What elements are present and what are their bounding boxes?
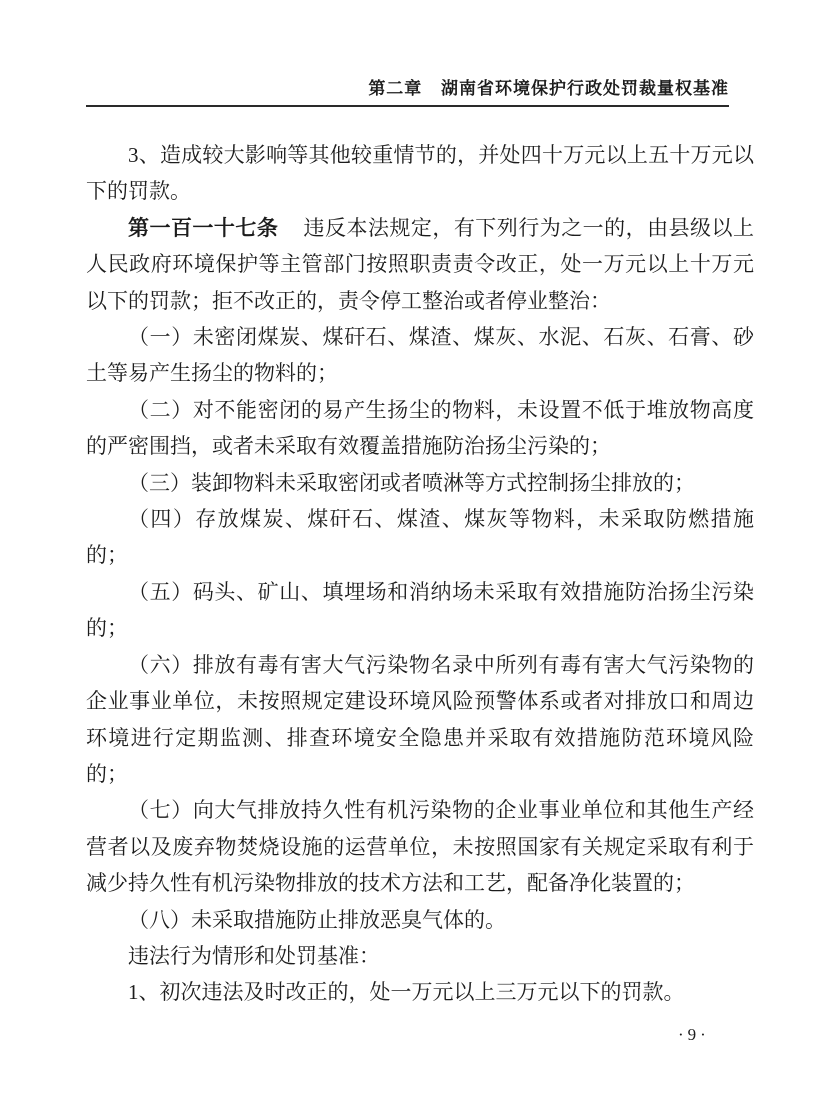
paragraph-item-2: （二）对不能密闭的易产生扬尘的物料，未设置不低于堆放物高度的严密围挡，或者未采取有效覆盖措施防治扬尘污染的；	[86, 397, 754, 459]
chapter-title: 湖南省环境保护行政处罚裁量权基准	[441, 79, 729, 98]
paragraph-item-8: （八）未采取措施防止排放恶臭气体的。	[128, 907, 506, 932]
article-text: 违反本法规定，有下列行为之一的，由县级以上人民政府环境保护等主管部门按照职责责令改正，处一万元以上十万元以下的罚款；拒不改正的，责令停工整治或者停业整治：	[86, 215, 755, 313]
paragraph-item-4: （四）存放煤炭、煤矸石、煤渣、煤灰等物料，未采取防燃措施的；	[86, 507, 754, 568]
document-body	[86, 137, 754, 1011]
article-number: 第一百一十七条	[128, 215, 279, 240]
paragraph-article-117	[86, 210, 754, 319]
paragraph-item-7: （七）向大气排放持久性有机污染物的企业事业单位和其他生产经营者以及废弃物焚烧设施的运营单位，未按照国家有关规定采取有利于减少持久性有机污染物排放的技术方法和工艺，配备净化装置的；	[86, 798, 754, 896]
paragraph-basis-1: 1、初次违法及时改正的，处一万元以上三万元以下的罚款。	[128, 980, 685, 1005]
page-number: ·9·	[678, 1025, 710, 1044]
paragraph: 3、造成较大影响等其他较重情节的，并处四十万元以上五十万元以下的罚款。	[86, 143, 754, 204]
paragraph-item-6: （六）排放有毒有害大气污染物名录中所列有毒有害大气污染物的企业事业单位，未按照规定建设环境风险预警体系或者对排放口和周边环境进行定期监测、排查环境安全隐患并采取有效措施防范环境风险的；	[86, 652, 754, 786]
paragraph-item-1: （一）未密闭煤炭、煤矸石、煤渣、煤灰、水泥、石灰、石膏、砂土等易产生扬尘的物料的；	[86, 325, 754, 386]
page-header	[86, 74, 729, 107]
paragraph-basis-heading: 违法行为情形和处罚基准：	[128, 943, 380, 968]
paragraph-item-3: （三）装卸物料未采取密闭或者喷淋等方式控制扬尘排放的；	[128, 470, 695, 495]
paragraph-item-5: （五）码头、矿山、填埋场和消纳场未采取有效措施防治扬尘污染的；	[86, 579, 754, 641]
chapter-label: 第二章	[368, 79, 423, 98]
